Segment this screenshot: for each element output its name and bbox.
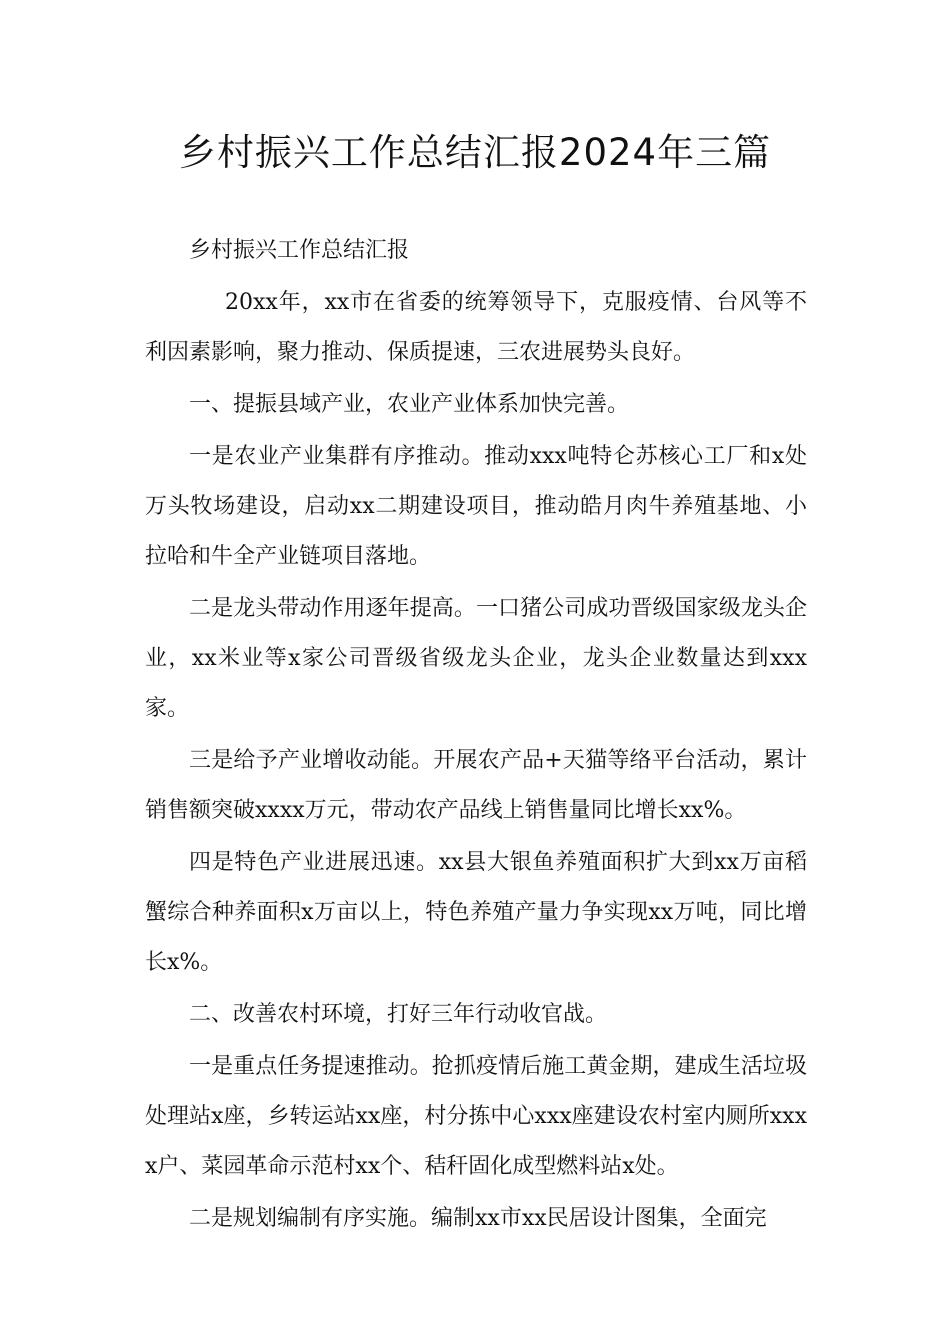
body-paragraph: 二是规划编制有序实施。编制xx市xx民居设计图集，全面完 — [189, 1206, 767, 1231]
body-paragraph: 一是重点任务提速推动。抢抓疫情后施工黄金期，建成生活垃圾处理站x座，乡转运站xx座，村分拣中心xxx座建设农村室内厕所xxxx户、菜园革命示范村xx个、秸秆固化成型燃料站x处。 — [145, 1054, 807, 1179]
section-heading-2: 二、改善农村环境，打好三年行动收官战。 — [189, 1002, 608, 1027]
body-paragraph: 二是龙头带动作用逐年提高。一口猪公司成功晋级国家级龙头企业，xx米业等x家公司晋级省级龙头企业，龙头企业数量达到xxx家。 — [145, 596, 807, 721]
body-paragraph: 一是农业产业集群有序推动。推动xxx吨特仑苏核心工厂和x处万头牧场建设，启动xx二期建设项目，推动皓月肉牛养殖基地、小拉哈和牛全产业链项目落地。 — [145, 444, 807, 569]
section-heading-1: 一、提振县域产业，农业产业体系加快完善。 — [189, 392, 630, 417]
document-title: 乡村振兴工作总结汇报2024年三篇 — [178, 131, 772, 174]
body-paragraph: 三是给予产业增收动能。开展农产品+天猫等络平台活动，累计销售额突破xxxx万元，带动农产品线上销售量同比增长xx%。 — [145, 748, 807, 823]
body-paragraph: 四是特色产业进展迅速。xx县大银鱼养殖面积扩大到xx万亩稻蟹综合种养面积x万亩以上，特色养殖产量力争实现xx万吨，同比增长x%。 — [145, 850, 807, 975]
intro-paragraph: 20xx年，xx市在省委的统筹领导下，克服疫情、台风等不利因素影响，聚力推动、保质提速，三农进展势头良好。 — [145, 290, 807, 365]
subtitle-paragraph: 乡村振兴工作总结汇报 — [189, 238, 410, 263]
document-body — [145, 226, 807, 1246]
